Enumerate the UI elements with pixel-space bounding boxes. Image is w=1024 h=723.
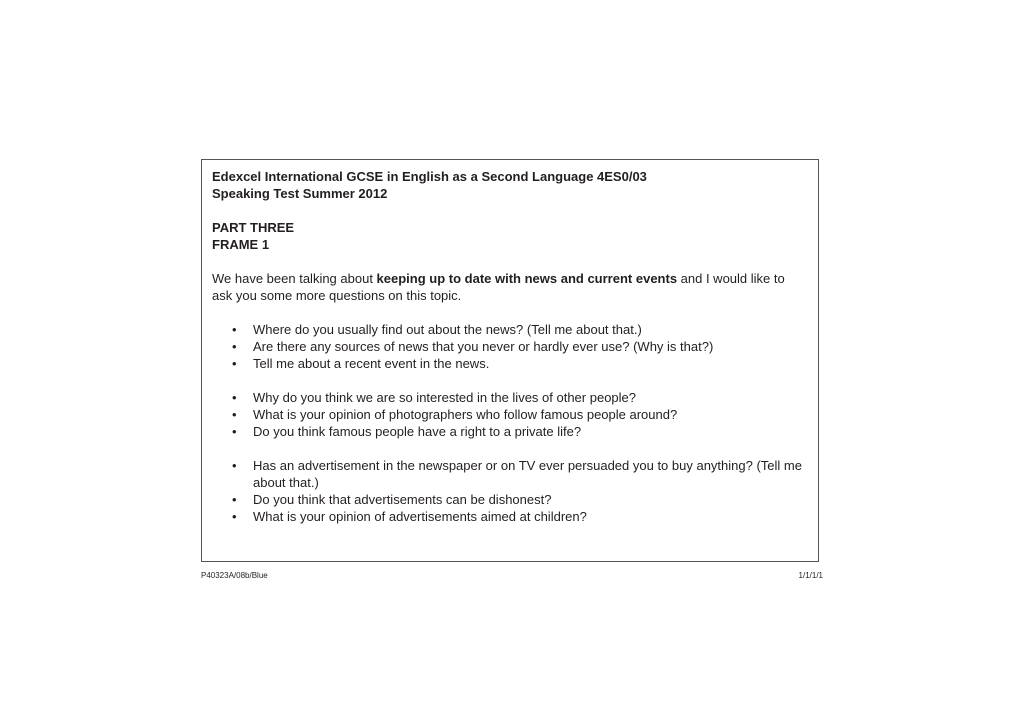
question-group-2 (212, 389, 806, 440)
test-session: Speaking Test Summer 2012 (212, 186, 388, 201)
question-text: Why do you think we are so interested in the lives of other people? (253, 390, 636, 405)
bullet-icon: • (232, 509, 237, 524)
spacer (212, 202, 806, 219)
bullet-icon: • (232, 458, 237, 473)
bullet-icon: • (232, 339, 237, 354)
bullet-icon: • (232, 492, 237, 507)
question-text: Are there any sources of news that you never or hardly ever use? (Why is that?) (253, 339, 714, 354)
question-item (232, 389, 806, 406)
question-item (232, 491, 806, 508)
bullet-icon: • (232, 356, 237, 371)
bullet-icon: • (232, 407, 237, 422)
question-item (232, 406, 806, 423)
question-item (232, 508, 806, 525)
print-code: 1/1/1/1 (798, 571, 823, 580)
question-item (232, 355, 806, 372)
question-text: What is your opinion of advertisements aimed at children? (253, 509, 587, 524)
intro-paragraph (212, 270, 806, 304)
exam-title: Edexcel International GCSE in English as a Second Language 4ES0/03 (212, 169, 647, 184)
bullet-icon: • (232, 424, 237, 439)
bullet-icon: • (232, 322, 237, 337)
question-item (232, 457, 806, 491)
question-text: Do you think famous people have a right to a private life? (253, 424, 582, 439)
spacer (212, 253, 806, 270)
question-group-3 (212, 457, 806, 525)
question-item (232, 423, 806, 440)
intro-after: and I would like to ask you some more questions on this topic. (212, 271, 785, 303)
question-group-1 (212, 321, 806, 372)
question-text: Has an advertisement in the newspaper or on TV ever persuaded you to buy anything? (Tell me about that.) (253, 458, 802, 490)
frame-label: FRAME 1 (212, 237, 270, 252)
question-frame (201, 159, 819, 562)
question-text: Do you think that advertisements can be dishonest? (253, 492, 552, 507)
part-label: PART THREE (212, 220, 295, 235)
spacer (212, 440, 806, 457)
frame-content (212, 168, 806, 525)
question-item (232, 338, 806, 355)
question-item (232, 321, 806, 338)
intro-topic: keeping up to date with news and current events (376, 271, 678, 286)
question-text: Tell me about a recent event in the news. (253, 356, 490, 371)
paper-reference: P40323A/08b/Blue (201, 571, 268, 580)
intro-before: We have been talking about (212, 271, 377, 286)
spacer (212, 304, 806, 321)
spacer (212, 372, 806, 389)
question-text: Where do you usually find out about the news? (Tell me about that.) (253, 322, 642, 337)
question-text: What is your opinion of photographers who follow famous people around? (253, 407, 678, 422)
bullet-icon: • (232, 390, 237, 405)
